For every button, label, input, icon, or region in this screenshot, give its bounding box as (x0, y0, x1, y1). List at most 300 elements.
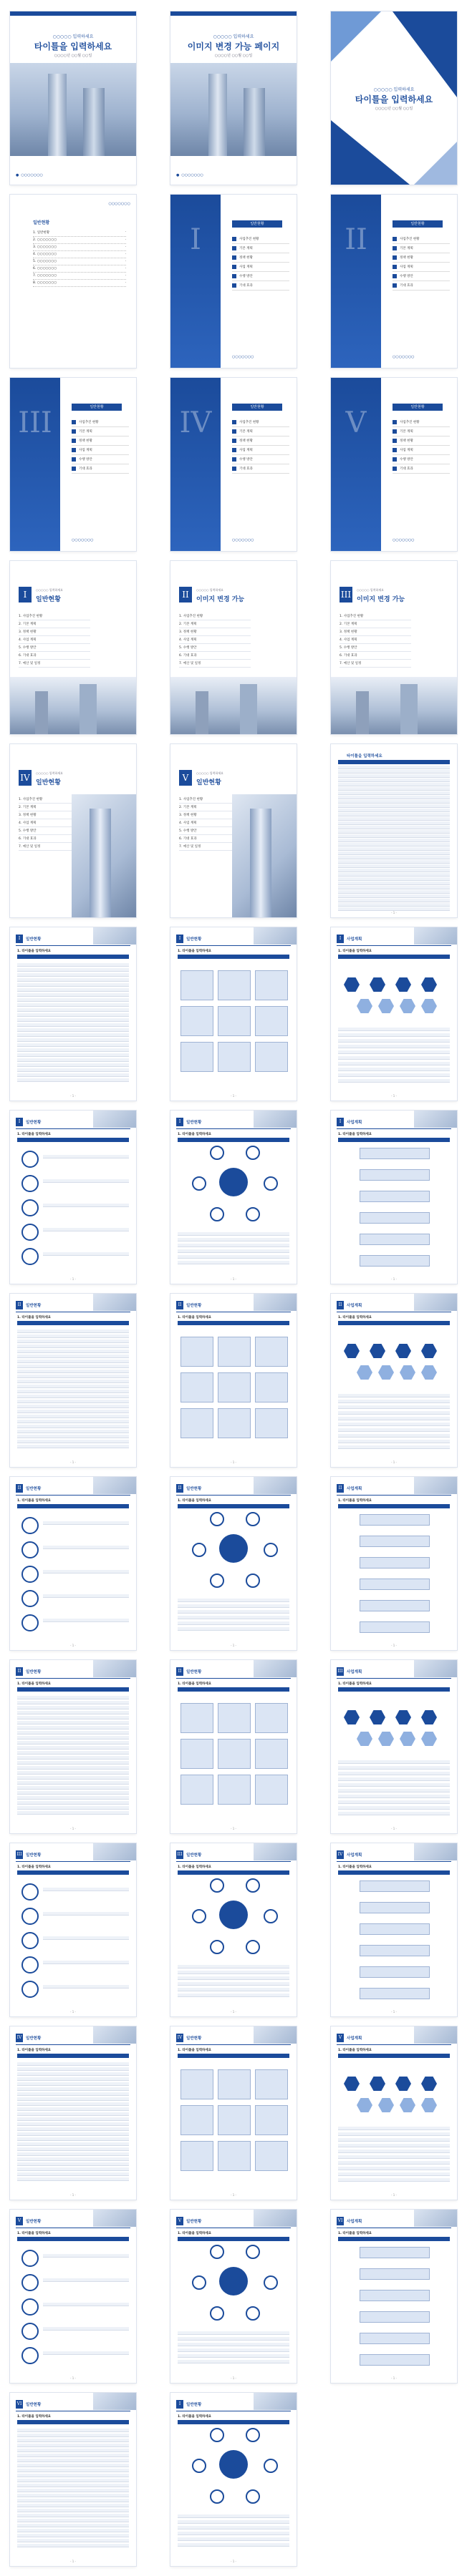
flow-box (360, 1536, 430, 1547)
orbit-circle (264, 1543, 278, 1557)
text-line (43, 1936, 129, 1940)
chapter-numeral: IV (176, 2034, 183, 2042)
opener-image (72, 794, 136, 917)
content-page (10, 2393, 136, 2566)
chapter-banner-image (414, 1294, 457, 1311)
chapter-opener-page (331, 561, 457, 734)
table-row (17, 2514, 129, 2517)
circle-node (21, 2274, 39, 2291)
section-heading: 1. 타이틀을 입력하세요 (178, 1682, 212, 1686)
toc-item-label: 4. ○○○○○○○ (33, 253, 57, 256)
table-row (338, 1079, 450, 1083)
table-row (338, 821, 450, 825)
table-row (17, 1771, 129, 1775)
cover-building-image (170, 63, 297, 156)
opener-item: 1. 사업추진 현황 (340, 613, 411, 620)
section-heading: 1. 타이틀을 입력하세요 (17, 1133, 52, 1136)
chapter-rule (16, 1128, 130, 1129)
grid-cell (255, 1042, 288, 1072)
divider-list (393, 418, 450, 474)
page-number: - 1 - (391, 1644, 397, 1647)
chapter-numeral: I (176, 2400, 183, 2409)
chapter-numeral: V (337, 2034, 344, 2042)
hexagon (370, 1344, 385, 1358)
flow-box (360, 2268, 430, 2280)
chapter-title: 일반현황 (26, 1304, 42, 1308)
chapter-title: 일반현황 (186, 2036, 202, 2041)
table-row (17, 968, 129, 972)
chapter-numeral: II (16, 1484, 23, 1493)
section-bar (338, 1687, 450, 1692)
cover-building-image (10, 63, 136, 156)
text-line (178, 2520, 289, 2524)
flow-box (360, 2290, 430, 2301)
table-row (17, 1380, 129, 1383)
chapter-title: 사업계획 (347, 1487, 362, 1491)
table-row (338, 1039, 450, 1043)
grid-cell (180, 1408, 213, 1438)
divider-item: 기본 계획 (393, 244, 450, 253)
table-row (17, 1701, 129, 1704)
chapter-banner-image (254, 1477, 297, 1494)
table-row (17, 963, 129, 967)
orbit-circle (246, 1512, 260, 1526)
opener-item: 6. 기대 효과 (19, 835, 90, 843)
grid-cell (218, 1739, 251, 1769)
opener-item: 5. 수행 방안 (179, 827, 251, 835)
page-number: - 1 - (70, 1827, 76, 1830)
content-page (170, 1294, 297, 1467)
divider-band (331, 378, 381, 551)
table-row (17, 2117, 129, 2121)
table-row (338, 1028, 450, 1031)
content-page (331, 1843, 457, 2016)
center-circle (219, 2450, 248, 2479)
text-line (178, 1627, 289, 1631)
table-row (17, 1335, 129, 1338)
table-row (338, 2172, 450, 2176)
section-bar (17, 1687, 129, 1692)
hexagon (421, 1344, 437, 1358)
section-heading: 1. 타이틀을 입력하세요 (178, 1499, 212, 1503)
section-heading: 1. 타이틀을 입력하세요 (178, 2415, 212, 2419)
cover-date: ○○○○년 ○○월 ○○일 (54, 54, 92, 58)
chapter-numeral: I (16, 1118, 23, 1126)
text-line (43, 1619, 129, 1622)
toc-item (33, 265, 126, 273)
toc-item (33, 280, 126, 287)
hexagon (378, 1365, 394, 1380)
chapter-title: 일반현황 (186, 1304, 202, 1308)
table-row (17, 1721, 129, 1724)
table-row (17, 2137, 129, 2141)
opener-list (340, 613, 411, 668)
circle-node (21, 1517, 39, 1534)
orbit-circle (210, 1512, 224, 1526)
page-number: - 1 - (231, 1277, 236, 1281)
table-row (17, 2444, 129, 2447)
orbit-circle (210, 2245, 224, 2259)
section-divider-page (331, 195, 457, 368)
table-row (338, 1789, 450, 1792)
hexagon (357, 999, 372, 1013)
orbit-circle (192, 1176, 206, 1191)
chapter-banner-image (254, 927, 297, 945)
opener-list (179, 613, 251, 668)
opener-title: 일반현황 (36, 779, 61, 786)
grid-cell (180, 1739, 213, 1769)
toc-item-label: 1. 일반현황 (33, 231, 50, 235)
opener-item: 2. 기본 계획 (19, 804, 90, 811)
divider-item: 기대 효과 (393, 281, 450, 291)
table-row (17, 1766, 129, 1770)
circle-node (21, 1175, 39, 1192)
opener-item: 6. 기대 효과 (340, 652, 411, 660)
table-row (338, 2155, 450, 2159)
page-number: - 1 - (231, 1094, 236, 1098)
toc-item-label: 2. ○○○○○○○ (33, 238, 57, 242)
chapter-numeral: VI (16, 2400, 23, 2409)
opener-title: 이미지 변경 가능 (357, 596, 405, 603)
table-row (338, 856, 450, 859)
orbit-circle (264, 2459, 278, 2473)
toc-item-page: · (125, 274, 126, 278)
divider-item: 사업추진 현황 (393, 235, 450, 244)
circle-node (21, 1566, 39, 1583)
text-line (43, 1252, 129, 1256)
section-heading: 1. 타이틀을 입력하세요 (338, 950, 372, 953)
toc-item-label: 7. ○○○○○○○ (33, 274, 57, 278)
table-row (17, 2534, 129, 2537)
chapter-title: 일반현황 (26, 1121, 42, 1125)
table-row (17, 2077, 129, 2081)
orbit-circle (192, 2275, 206, 2290)
table-row (17, 1033, 129, 1037)
flow-box (360, 1212, 430, 1224)
chapter-title: 일반현황 (26, 1670, 42, 1674)
table-row (17, 1068, 129, 1072)
content-page (10, 927, 136, 1101)
table-row (338, 783, 450, 786)
grid-cell (218, 970, 251, 1000)
hexagon (395, 1344, 411, 1358)
divider-item: 수행 방안 (72, 455, 129, 464)
cover-date: ○○○○년 ○○월 ○○일 (214, 54, 253, 58)
section-bar (178, 1504, 289, 1508)
table-row (17, 2122, 129, 2126)
divider-item: 정책 현황 (393, 253, 450, 263)
table-row (338, 1033, 450, 1037)
grid-cell (180, 2105, 213, 2135)
chapter-banner-image (254, 1294, 297, 1311)
page-number: - 1 - (231, 2193, 236, 2197)
section-heading: 1. 타이틀을 입력하세요 (338, 2232, 372, 2235)
table-row (338, 1795, 450, 1798)
chapter-banner-image (93, 1660, 136, 1677)
grid-cell (218, 1703, 251, 1733)
toc-item (33, 229, 126, 237)
hexagon (400, 1732, 415, 1746)
toc-heading: 일반현황 (33, 220, 50, 225)
table-row (17, 1003, 129, 1007)
flow-box (360, 2333, 430, 2344)
table-row (17, 988, 129, 992)
text-line (43, 2303, 129, 2306)
flow-box (360, 1579, 430, 1590)
table-row (338, 1405, 450, 1409)
text-line (43, 1985, 129, 1989)
grid-cell (255, 2069, 288, 2099)
table-row (17, 2434, 129, 2437)
page-number: - 1 - (391, 1460, 397, 1464)
circle-node (21, 2250, 39, 2267)
page-number: - 1 - (231, 2010, 236, 2014)
orbit-circle (210, 2306, 224, 2321)
table-row (17, 2082, 129, 2086)
orbit-circle (210, 1878, 224, 1893)
table-row (17, 1390, 129, 1393)
text-line (178, 1965, 289, 1968)
table-row (17, 1038, 129, 1042)
divider-roman-numeral: V (345, 406, 367, 439)
divider-item: 사업 계획 (393, 446, 450, 455)
section-heading: 1. 타이틀을 입력하세요 (178, 2232, 212, 2235)
table-row (17, 1806, 129, 1810)
flow-box (360, 2311, 430, 2323)
divider-item: 수행 방안 (232, 272, 289, 281)
text-line (178, 1982, 289, 1986)
chapter-title: 일반현황 (186, 1670, 202, 1674)
section-heading: 1. 타이틀을 입력하세요 (17, 1316, 52, 1319)
table-row (17, 1711, 129, 1714)
content-page (170, 1843, 297, 2016)
section-heading: 1. 타이틀을 입력하세요 (178, 2049, 212, 2052)
text-line (178, 2348, 289, 2352)
text-line (178, 2354, 289, 2358)
table-row (17, 2152, 129, 2156)
table-row (338, 2150, 450, 2153)
table-row (17, 1043, 129, 1047)
table-row (17, 1746, 129, 1750)
table-row (17, 1801, 129, 1805)
chapter-title: 일반현황 (186, 2403, 202, 2407)
table-row (17, 2454, 129, 2457)
opener-item: 2. 기본 계획 (179, 620, 251, 628)
table-row (338, 2132, 450, 2136)
opener-numeral: I (19, 587, 32, 602)
text-line (178, 2360, 289, 2363)
cover-subtitle: ○○○○○ 입력하세요 (52, 34, 94, 39)
orbit-circle (246, 1940, 260, 1954)
table-row (338, 843, 450, 847)
table-row (17, 1440, 129, 1443)
chapter-rule (337, 1861, 451, 1862)
grid-cell (255, 1703, 288, 1733)
table-row (338, 2144, 450, 2147)
table-row (17, 1013, 129, 1017)
divider-item: 기본 계획 (393, 427, 450, 436)
text-line (43, 1179, 129, 1183)
chapter-numeral: I (176, 935, 183, 943)
page-number: - 1 - (391, 1094, 397, 1098)
chapter-numeral: IV (337, 1850, 344, 1859)
orbit-circle (246, 2245, 260, 2259)
table-row (17, 1063, 129, 1067)
opener-item: 5. 수행 방안 (19, 644, 90, 652)
table-row (17, 2469, 129, 2472)
content-page (10, 2210, 136, 2383)
chapter-numeral: I (16, 935, 23, 943)
toc-item-label: 6. ○○○○○○○ (33, 267, 57, 270)
opener-image (10, 677, 136, 734)
chapter-rule (337, 1678, 451, 1679)
chapter-title: 사업계획 (347, 1853, 362, 1858)
chapter-banner-image (93, 1843, 136, 1860)
chapter-rule (337, 945, 451, 946)
flow-box (360, 1191, 430, 1202)
divider-tab: 일반현황 (232, 220, 282, 228)
hexagon (400, 999, 415, 1013)
text-line (178, 1244, 289, 1247)
text-line (43, 1888, 129, 1891)
opener-item: 2. 기본 계획 (179, 804, 251, 811)
table-row (17, 2479, 129, 2482)
flow-box (360, 1902, 430, 1913)
table-row (338, 2138, 450, 2142)
opener-item: 3. 정책 현황 (179, 811, 251, 819)
divider-item: 수행 방안 (393, 455, 450, 464)
table-row (17, 2097, 129, 2101)
page-number: - 1 - (231, 1460, 236, 1464)
content-page (331, 1294, 457, 1467)
page-number: - 1 - (391, 911, 397, 914)
table-row (338, 770, 450, 774)
table-row (338, 903, 450, 907)
opener-numeral: III (340, 587, 352, 602)
flow-box (360, 2247, 430, 2258)
text-line (43, 1961, 129, 1964)
circle-node (21, 2323, 39, 2340)
table-row (338, 834, 450, 838)
table-row (17, 2524, 129, 2527)
table-row (17, 2072, 129, 2076)
section-bar (17, 1870, 129, 1875)
grid-cell (180, 1703, 213, 1733)
content-page (10, 1477, 136, 1650)
flow-box (360, 1148, 430, 1159)
section-heading: 1. 타이틀을 입력하세요 (178, 1316, 212, 1319)
table-row (17, 2127, 129, 2131)
toc-item (33, 258, 126, 265)
table-row (17, 1706, 129, 1709)
section-heading: 1. 타이틀을 입력하세요 (17, 1682, 52, 1686)
table-row (338, 877, 450, 881)
opener-item: 4. 사업 계획 (19, 636, 90, 644)
table-row (17, 2062, 129, 2066)
page-number: - 1 - (391, 1827, 397, 1830)
divider-roman-numeral: IV (179, 406, 212, 439)
cover-subtitle: ○○○○○ 입력하세요 (213, 34, 254, 39)
table-row (17, 1375, 129, 1378)
flow-box (360, 1557, 430, 1568)
table-title: 타이틀을 입력하세요 (347, 754, 382, 758)
text-line (178, 2337, 289, 2341)
circle-node (21, 1199, 39, 1216)
section-heading: 1. 타이틀을 입력하세요 (338, 1499, 372, 1503)
table-row (17, 1420, 129, 1423)
chapter-numeral: I (337, 935, 344, 943)
table-row (17, 2499, 129, 2502)
flow-box (360, 1169, 430, 1181)
divider-item: 사업추진 현황 (232, 235, 289, 244)
section-bar (17, 2237, 129, 2241)
content-page (331, 1111, 457, 1284)
table-row (338, 882, 450, 885)
opener-item: 2. 기본 계획 (19, 620, 90, 628)
grid-cell (255, 1408, 288, 1438)
center-circle (219, 1168, 248, 1196)
grid-cell (180, 1006, 213, 1036)
table-row (338, 774, 450, 778)
chapter-banner-image (414, 1477, 457, 1494)
text-line (178, 2514, 289, 2518)
table-row (17, 1340, 129, 1343)
cover-top-bar (170, 11, 297, 16)
grid-cell (180, 1337, 213, 1367)
opener-item: 1. 사업추진 현황 (19, 613, 90, 620)
section-bar (178, 2054, 289, 2058)
table-row (338, 766, 450, 769)
table-row (17, 1048, 129, 1052)
chapter-opener-page (170, 744, 297, 917)
page-number: - 1 - (70, 1644, 76, 1647)
table-row (17, 1365, 129, 1368)
divider-band (170, 195, 221, 368)
divider-roman-numeral: II (345, 223, 367, 256)
opener-item: 5. 수행 방안 (19, 827, 90, 835)
section-bar (178, 2420, 289, 2424)
divider-tab: 일반현황 (232, 404, 282, 411)
page-number: - 1 - (391, 1277, 397, 1281)
flow-box (360, 2354, 430, 2366)
content-page (170, 2393, 297, 2566)
table-row (17, 1360, 129, 1363)
table-row (17, 2504, 129, 2507)
table-row (17, 1370, 129, 1373)
chapter-rule (176, 1495, 291, 1496)
hexagon (421, 1732, 437, 1746)
hexagon (421, 2077, 437, 2091)
hexagon (400, 2098, 415, 2112)
chapter-rule (16, 1678, 130, 1679)
opener-item: 2. 기본 계획 (340, 620, 411, 628)
chapter-rule (16, 945, 130, 946)
hexagon (421, 999, 437, 1013)
hexagon (421, 977, 437, 992)
table-row (17, 2529, 129, 2532)
table-row (17, 2157, 129, 2161)
divider-item: 기대 효과 (232, 464, 289, 474)
opener-small-text: ○○○○○ 입력하세요 (196, 588, 224, 592)
section-bar (17, 1321, 129, 1325)
table-row (338, 796, 450, 799)
section-bar (17, 2420, 129, 2424)
section-bar (178, 2237, 289, 2241)
circle-node (21, 1224, 39, 1241)
section-heading: 1. 타이틀을 입력하세요 (338, 1682, 372, 1686)
text-line (178, 2526, 289, 2529)
table-page (331, 744, 457, 917)
